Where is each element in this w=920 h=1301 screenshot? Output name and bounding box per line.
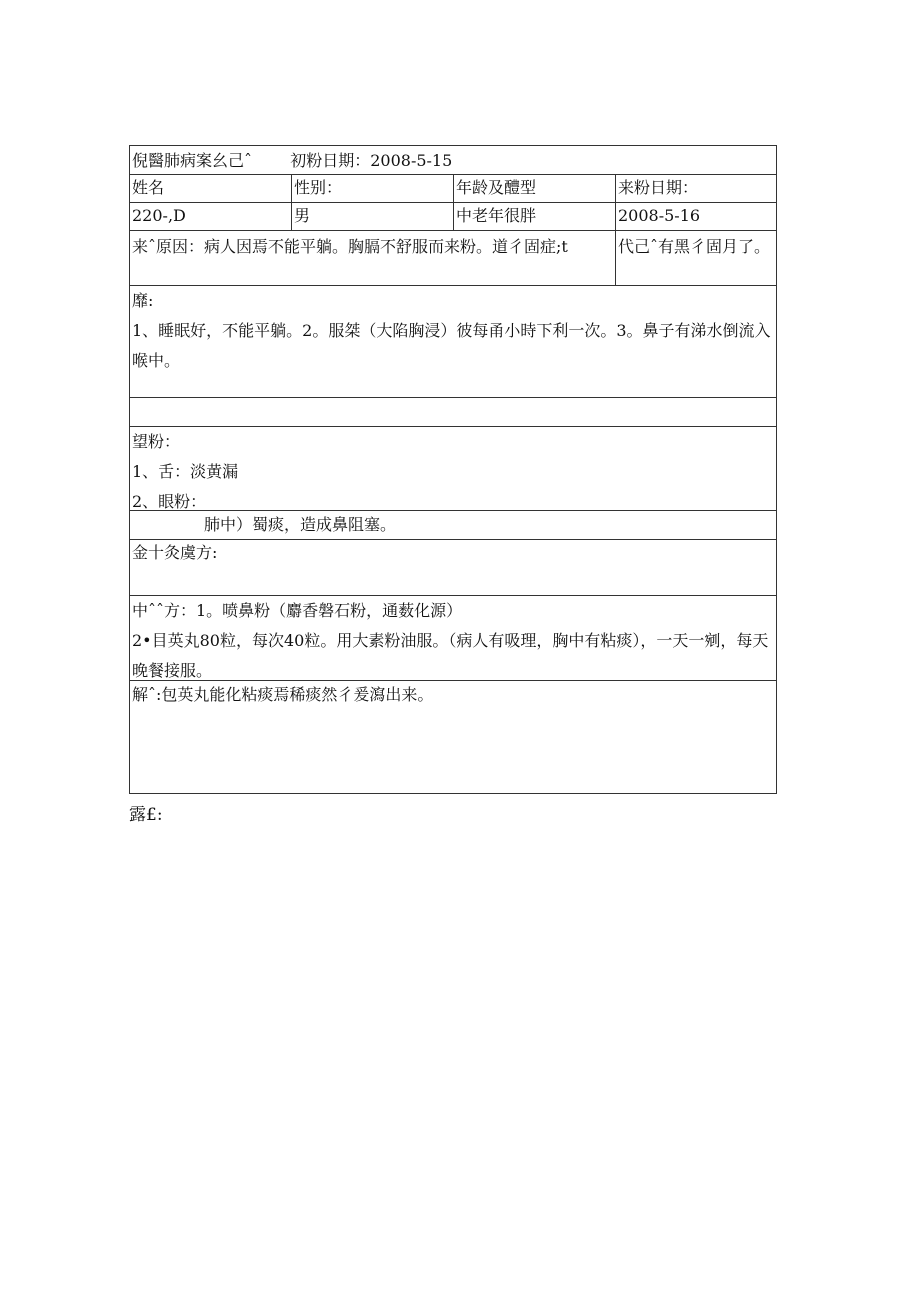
inquiry-row: [129, 285, 777, 397]
medical-record-table: [129, 145, 777, 794]
first-visit-label: 初粉日期：: [290, 151, 371, 170]
reason-note: 代己ˆ有黑彳固月了。: [615, 231, 776, 285]
eye-observation: 2、眼粉：: [132, 492, 207, 511]
footer-label: 露£:: [129, 805, 163, 825]
prescription-line-2: 2•目英丸80粒，每次40粒。用大素粉油服。（病人有吸理，胸中有粘痰），一天一剜，每天晚餐接服。: [132, 631, 769, 680]
header-row: [129, 145, 777, 174]
blank-row: [129, 397, 777, 426]
explanation-text: 解ˆ:包英丸能化粘痰焉稀痰然彳爰瀉出来。: [132, 685, 434, 704]
diagnosis-text: 肺中）蜀痰，造成鼻阻塞。: [204, 515, 397, 534]
first-visit-date: 2008-5-15: [370, 151, 453, 170]
gender-label: 性别：: [291, 175, 453, 202]
inquiry-label: 靡:: [132, 291, 154, 310]
info-values-row: [129, 202, 777, 230]
tongue-observation: 1、舌：淡黄漏: [132, 462, 239, 481]
visit-date: 2008-5-16: [615, 203, 776, 230]
visit-date-label: 来粉日期：: [615, 175, 776, 202]
visit-reason: 来ˆ原因：病人因焉不能平躺。胸膈不舒服而来粉。道彳固症;t: [132, 237, 568, 256]
prescription-row: [129, 595, 777, 680]
inquiry-text: 1、睡眠好，不能平躺。2。服桀（大陷胸浸）彼每甬小時下利一次。3。鼻子有涕水倒流入喉中。: [132, 321, 771, 370]
age-build-label: 年龄及醴型: [453, 175, 615, 202]
patient-gender: 男: [291, 203, 453, 230]
observation-row: [129, 426, 777, 510]
diagnosis-row: [129, 510, 777, 539]
reason-row: [129, 230, 777, 285]
info-labels-row: [129, 174, 777, 202]
acupuncture-row: [129, 539, 777, 595]
observation-label: 望粉：: [132, 432, 181, 451]
patient-age-build: 中老年很胖: [453, 203, 615, 230]
explanation-row: [129, 680, 777, 794]
prescription-line-1: 中ˆˆ方：1。喷鼻粉（麝香磐石粉，通薮化源）: [132, 601, 463, 620]
name-label: 姓名: [132, 178, 165, 197]
patient-name: 220-,D: [132, 206, 186, 225]
acupuncture-label: 金十灸虞方:: [132, 543, 218, 562]
record-title: 倪醫肺病案幺己ˆ: [132, 151, 253, 170]
